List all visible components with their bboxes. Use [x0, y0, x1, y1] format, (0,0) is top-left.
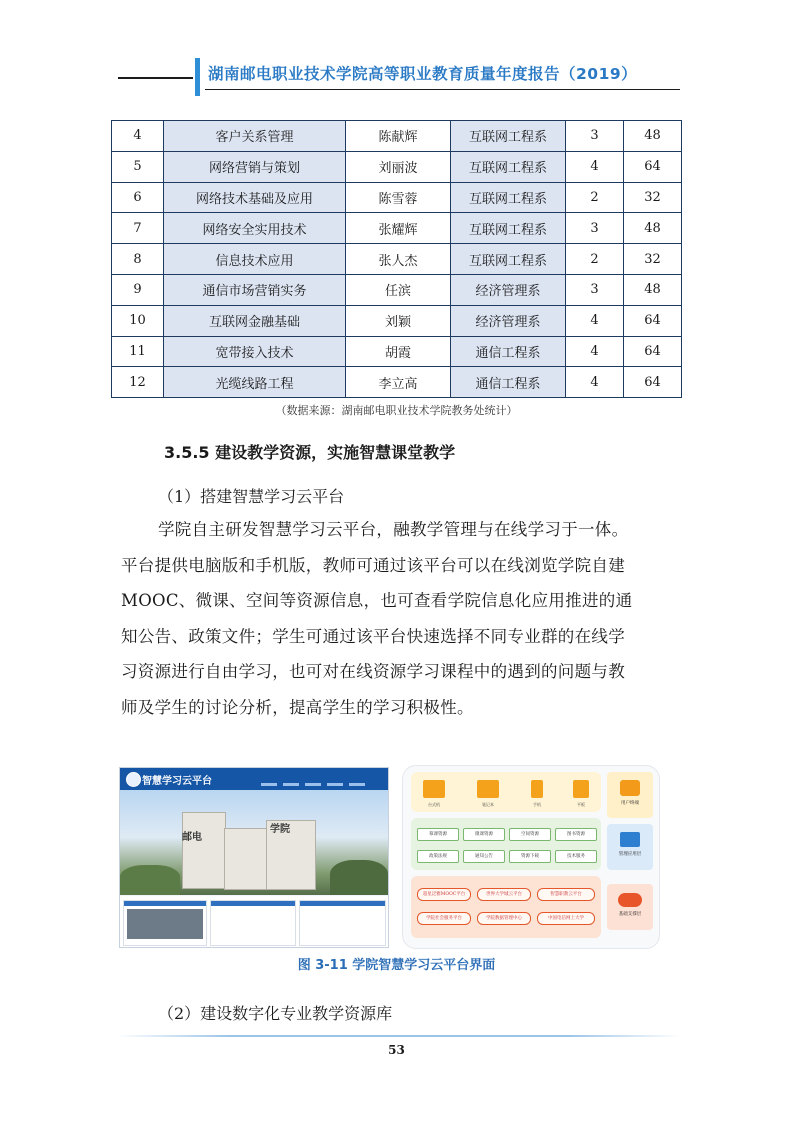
table-cell: 3	[566, 274, 624, 305]
table-row	[112, 367, 682, 398]
table-cell: 2	[566, 182, 624, 213]
platform-band	[411, 876, 601, 938]
paragraph-line: MOOC、微课、空间等资源信息，也可查看学院信息化应用推进的通	[121, 591, 633, 610]
table-cell: 48	[624, 213, 682, 244]
platform-chip: 学院社会服务平台	[417, 912, 471, 925]
page-number: 53	[388, 1043, 405, 1057]
table-cell: 互联网工程系	[451, 151, 566, 182]
table-cell: 32	[624, 182, 682, 213]
subsection-1-title: （1）搭建智慧学习云平台	[158, 487, 345, 506]
table-cell: 刘颖	[346, 305, 451, 336]
device-label: 台式机	[428, 802, 440, 807]
management-layer-box	[607, 824, 653, 870]
table-row	[112, 305, 682, 336]
table-cell: 通信工程系	[451, 367, 566, 398]
paragraph-line: 知公告、政策文件；学生可通过该平台快速选择不同专业群的在线学	[121, 626, 625, 646]
campus-photo	[120, 790, 388, 895]
news-panel	[123, 900, 207, 946]
users-icon	[620, 780, 640, 796]
site-content-panels	[120, 896, 388, 947]
section-title: 3.5.5 建设教学资源，实施智慧课堂教学	[164, 443, 456, 462]
subsection-2-title: （2）建设数字化专业教学资源库	[158, 1004, 393, 1023]
infrastructure-layer-box	[607, 884, 653, 930]
table-cell: 胡霞	[346, 336, 451, 367]
resource-chip: 慕课资源	[417, 828, 459, 841]
platform-website-screenshot	[119, 767, 389, 948]
table-cell: 4	[566, 367, 624, 398]
table-cell: 李立高	[346, 367, 451, 398]
table-row	[112, 336, 682, 367]
side-label: 管理应用层	[618, 852, 642, 857]
table-cell: 互联网金融基础	[164, 305, 346, 336]
platform-chip: 智慧职教云平台	[537, 888, 595, 901]
header-rule-left	[118, 77, 193, 79]
table-cell: 刘丽波	[346, 151, 451, 182]
figure-caption: 图 3-11 学院智慧学习云平台界面	[297, 958, 496, 973]
body-paragraph	[121, 512, 681, 725]
table-cell: 32	[624, 244, 682, 275]
device-label: 笔记本	[482, 802, 494, 807]
laptop-icon	[477, 780, 499, 798]
announcement-panel	[299, 900, 386, 946]
table-cell: 7	[112, 213, 164, 244]
tree-left	[120, 865, 180, 895]
course-table	[111, 120, 682, 398]
cloud-icon	[618, 893, 642, 907]
table-cell: 4	[112, 121, 164, 152]
table-cell: 3	[566, 121, 624, 152]
resource-chip: 资源下载	[509, 850, 551, 863]
table-cell: 9	[112, 274, 164, 305]
header-accent-bar	[195, 58, 200, 96]
paragraph-line: 平台提供电脑版和手机版，教师可通过该平台可以在线浏览学院自建	[121, 555, 625, 575]
tablet-icon	[573, 780, 589, 798]
paragraph-line: 学院自主研发智慧学习云平台，融教学管理与在线学习于一体。	[158, 520, 629, 539]
paragraph-line: 师及学生的讨论分析，提高学生的学习积极性。	[121, 697, 474, 717]
table-cell: 通信市场营销实务	[164, 274, 346, 305]
paragraph-line: 习资源进行自由学习，也可对在线资源学习课程中的遇到的问题与教	[121, 662, 625, 681]
platform-architecture-diagram	[402, 765, 660, 949]
site-nav	[258, 771, 386, 787]
resource-chip: 图书资源	[555, 828, 597, 841]
tree-right	[330, 860, 388, 895]
platform-chip: 学院数据管理中心	[477, 912, 531, 925]
folder-icon	[620, 832, 640, 847]
building-left	[182, 812, 226, 889]
table-cell: 2	[566, 244, 624, 275]
table-cell: 4	[566, 151, 624, 182]
table-cell: 经济管理系	[451, 274, 566, 305]
table-cell: 8	[112, 244, 164, 275]
building-sign-right: 学院	[270, 824, 290, 835]
resource-chip: 通知公告	[463, 850, 505, 863]
table-cell: 12	[112, 367, 164, 398]
table-cell: 48	[624, 121, 682, 152]
table-row	[112, 213, 682, 244]
table-row	[112, 182, 682, 213]
table-cell: 64	[624, 336, 682, 367]
table-cell: 4	[566, 305, 624, 336]
header-rule-right	[205, 89, 680, 90]
table-row	[112, 121, 682, 152]
table-cell: 4	[566, 336, 624, 367]
platform-chip: 超星泛雅MOOC平台	[417, 888, 471, 901]
side-label: 用户终端	[621, 801, 639, 806]
resource-chip: 微课资源	[463, 828, 505, 841]
resource-chip: 技术服务	[555, 850, 597, 863]
table-cell: 任滨	[346, 274, 451, 305]
platform-chip: 世界大学城云平台	[477, 888, 531, 901]
device-label: 手机	[533, 802, 541, 807]
table-row	[112, 274, 682, 305]
building-middle	[224, 828, 268, 890]
phone-icon	[531, 780, 543, 798]
table-cell: 张耀辉	[346, 213, 451, 244]
table-cell: 10	[112, 305, 164, 336]
header-title: 湖南邮电职业技术学院高等职业教育质量年度报告（2019）	[208, 65, 638, 83]
table-cell: 网络安全实用技术	[164, 213, 346, 244]
table-cell: 互联网工程系	[451, 182, 566, 213]
table-cell: 张人杰	[346, 244, 451, 275]
resource-chip: 政策法规	[417, 850, 459, 863]
footer-rule	[116, 1035, 681, 1037]
table-cell: 互联网工程系	[451, 213, 566, 244]
table-cell: 64	[624, 151, 682, 182]
device-label: 平板	[577, 802, 585, 807]
table-cell: 陈雪蓉	[346, 182, 451, 213]
table-cell: 信息技术应用	[164, 244, 346, 275]
table-cell: 经济管理系	[451, 305, 566, 336]
table-cell: 11	[112, 336, 164, 367]
table-cell: 5	[112, 151, 164, 182]
table-source-note: （数据来源：湖南邮电职业技术学院教务处统计）	[275, 404, 518, 417]
table-cell: 网络技术基础及应用	[164, 182, 346, 213]
side-label: 基础支撑层	[618, 912, 642, 917]
table-cell: 陈献辉	[346, 121, 451, 152]
table-cell: 通信工程系	[451, 336, 566, 367]
table-cell: 客户关系管理	[164, 121, 346, 152]
platform-chip: 中国电信网上大学	[537, 912, 595, 925]
table-row	[112, 244, 682, 275]
table-cell: 64	[624, 305, 682, 336]
desktop-icon	[423, 780, 445, 798]
table-cell: 光缆线路工程	[164, 367, 346, 398]
table-cell: 64	[624, 367, 682, 398]
table-cell: 互联网工程系	[451, 121, 566, 152]
site-title: 智慧学习云平台	[142, 776, 212, 787]
table-cell: 3	[566, 213, 624, 244]
table-cell: 宽带接入技术	[164, 336, 346, 367]
table-cell: 48	[624, 274, 682, 305]
table-row	[112, 151, 682, 182]
building-sign-left: 邮电	[182, 832, 202, 843]
table-cell: 互联网工程系	[451, 244, 566, 275]
user-terminal-box	[607, 772, 653, 818]
resource-chip: 空间资源	[509, 828, 551, 841]
site-topbar	[120, 768, 388, 790]
school-logo-icon	[126, 772, 141, 787]
table-cell: 网络营销与策划	[164, 151, 346, 182]
table-cell: 6	[112, 182, 164, 213]
notice-panel	[210, 900, 296, 946]
